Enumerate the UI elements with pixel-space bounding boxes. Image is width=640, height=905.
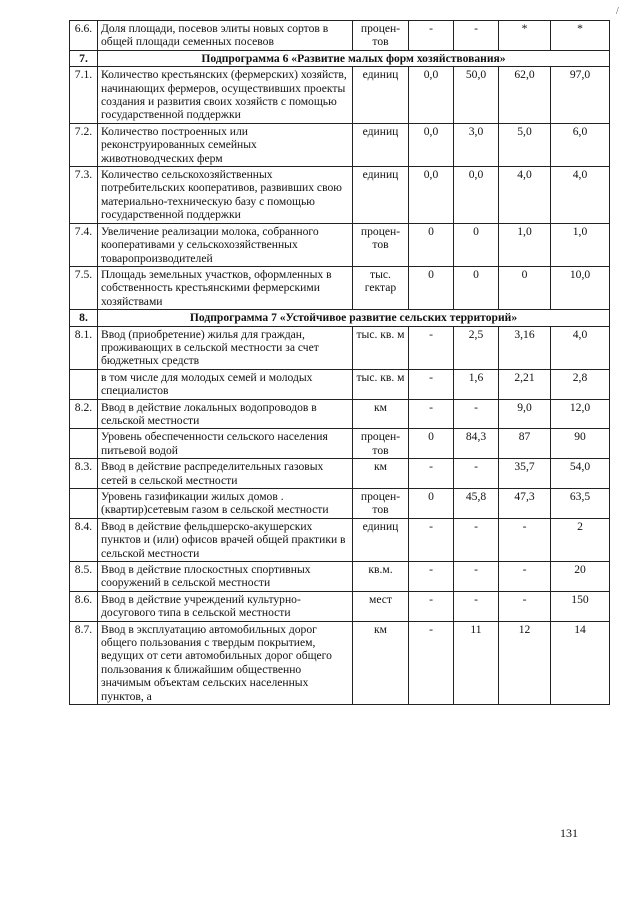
section-number: 8. [70,310,98,326]
value-year-4: 10,0 [551,266,610,309]
unit-of-measure: единиц [353,518,409,561]
row-number: 8.6. [70,591,98,621]
page-number: 131 [560,826,578,840]
unit-of-measure: км [353,621,409,704]
value-year-4: 63,5 [551,489,610,519]
unit-of-measure: км [353,459,409,489]
unit-of-measure: единиц [353,167,409,224]
unit-of-measure: процен-тов [353,21,409,51]
value-year-4: 2 [551,518,610,561]
value-year-2: - [454,459,499,489]
value-year-3: 0 [499,266,551,309]
table-row [70,591,610,621]
value-year-2: - [454,591,499,621]
unit-of-measure: тыс. кв. м [353,326,409,369]
section-row [70,310,610,326]
value-year-2: 0,0 [454,167,499,224]
value-year-2: 0 [454,266,499,309]
section-title: Подпрограмма 6 «Развитие малых форм хозяйствования» [98,50,610,66]
table-row [70,399,610,429]
table-row [70,459,610,489]
value-year-1: 0 [409,429,454,459]
value-year-2: 84,3 [454,429,499,459]
indicator-name: Ввод в действие плоскостных спортивных сооружений в сельской местности [98,562,353,592]
value-year-1: - [409,21,454,51]
row-number: 7.5. [70,266,98,309]
value-year-4: 20 [551,562,610,592]
row-number: 8.3. [70,459,98,489]
value-year-3: - [499,518,551,561]
value-year-4: 54,0 [551,459,610,489]
unit-of-measure: кв.м. [353,562,409,592]
row-number: 8.2. [70,399,98,429]
table-row [70,123,610,166]
value-year-2: 1,6 [454,369,499,399]
value-year-2: 3,0 [454,123,499,166]
unit-of-measure: единиц [353,67,409,124]
indicator-name: Ввод в действие локальных водопроводов в сельской местности [98,399,353,429]
value-year-1: 0 [409,489,454,519]
unit-of-measure: процен-тов [353,223,409,266]
value-year-1: - [409,399,454,429]
value-year-1: - [409,326,454,369]
value-year-1: - [409,518,454,561]
indicator-name: Ввод (приобретение) жилья для граждан, проживающих в сельской местности за счет бюджетных средств [98,326,353,369]
value-year-3: 62,0 [499,67,551,124]
value-year-3: 35,7 [499,459,551,489]
value-year-4: 14 [551,621,610,704]
indicator-name: в том числе для молодых семей и молодых специалистов [98,369,353,399]
indicator-name: Ввод в эксплуатацию автомобильных дорог общего пользования с твердым покрытием, ведущих от сети автомобильных дорог общего пользования к ближайшим общественно значимым объектам сельских населенных пунктов, а [98,621,353,704]
unit-of-measure: единиц [353,123,409,166]
value-year-4: 150 [551,591,610,621]
value-year-4: 90 [551,429,610,459]
value-year-3: 47,3 [499,489,551,519]
value-year-2: - [454,518,499,561]
value-year-2: 11 [454,621,499,704]
indicator-name: Количество сельскохозяйственных потребительских кооперативов, развивших свою материально-техническую базу с помощью государственной поддержки [98,167,353,224]
row-number: 7.2. [70,123,98,166]
row-number: 6.6. [70,21,98,51]
value-year-3: 3,16 [499,326,551,369]
value-year-4: 97,0 [551,67,610,124]
row-number: 8.7. [70,621,98,704]
value-year-4: * [551,21,610,51]
indicator-name: Доля площади, посевов элиты новых сортов в общей площади семенных посевов [98,21,353,51]
value-year-4: 2,8 [551,369,610,399]
indicator-name: Ввод в действие фельдшерско-акушерских пунктов и (или) офисов врачей общей практики в сельской местности [98,518,353,561]
value-year-1: - [409,562,454,592]
indicator-name: Количество крестьянских (фермерских) хозяйств, начинающих фермеров, осуществивших проекты создания и развития своих хозяйств с помощью государственной поддержки [98,67,353,124]
row-number: 8.1. [70,326,98,369]
row-number: 7.4. [70,223,98,266]
value-year-1: - [409,369,454,399]
table-row [70,621,610,704]
value-year-2: 45,8 [454,489,499,519]
row-number [70,369,98,399]
value-year-2: 50,0 [454,67,499,124]
row-number: 8.4. [70,518,98,561]
table-row [70,223,610,266]
table-row [70,489,610,519]
table-row [70,429,610,459]
unit-of-measure: процен-тов [353,489,409,519]
indicator-name: Увеличение реализации молока, собранного кооперативами у сельскохозяйственных товаропроизводителей [98,223,353,266]
value-year-3: * [499,21,551,51]
value-year-2: 0 [454,223,499,266]
value-year-4: 1,0 [551,223,610,266]
table-row [70,518,610,561]
section-title: Подпрограмма 7 «Устойчивое развитие сельских территорий» [98,310,610,326]
value-year-4: 4,0 [551,326,610,369]
value-year-3: 87 [499,429,551,459]
table-row [70,326,610,369]
value-year-4: 12,0 [551,399,610,429]
table-row [70,167,610,224]
value-year-1: 0,0 [409,167,454,224]
unit-of-measure: тыс. кв. м [353,369,409,399]
row-number [70,429,98,459]
value-year-1: 0 [409,266,454,309]
table-row [70,369,610,399]
table-row [70,266,610,309]
value-year-2: - [454,21,499,51]
value-year-1: - [409,621,454,704]
table-row [70,562,610,592]
indicator-name: Площадь земельных участков, оформленных в собственность крестьянскими фермерскими хозяйствами [98,266,353,309]
value-year-3: 12 [499,621,551,704]
value-year-2: 2,5 [454,326,499,369]
unit-of-measure: тыс. гектар [353,266,409,309]
value-year-2: - [454,399,499,429]
value-year-3: - [499,591,551,621]
value-year-1: 0,0 [409,67,454,124]
section-row [70,50,610,66]
value-year-3: 9,0 [499,399,551,429]
indicators-table [69,20,610,705]
value-year-3: 4,0 [499,167,551,224]
unit-of-measure: процен-тов [353,429,409,459]
value-year-2: - [454,562,499,592]
indicator-name: Ввод в действие распределительных газовых сетей в сельской местности [98,459,353,489]
value-year-1: - [409,459,454,489]
row-number: 8.5. [70,562,98,592]
value-year-4: 6,0 [551,123,610,166]
value-year-3: 1,0 [499,223,551,266]
row-number [70,489,98,519]
scan-mark: / [616,6,619,17]
value-year-3: 2,21 [499,369,551,399]
value-year-1: 0,0 [409,123,454,166]
value-year-3: - [499,562,551,592]
value-year-1: 0 [409,223,454,266]
unit-of-measure: мест [353,591,409,621]
value-year-4: 4,0 [551,167,610,224]
unit-of-measure: км [353,399,409,429]
table-row [70,67,610,124]
value-year-1: - [409,591,454,621]
row-number: 7.3. [70,167,98,224]
row-number: 7.1. [70,67,98,124]
indicator-name: Уровень газификации жилых домов .(квартир)сетевым газом в сельской местности [98,489,353,519]
indicator-name: Количество построенных или реконструированных семейных животноводческих ферм [98,123,353,166]
table-row [70,21,610,51]
value-year-3: 5,0 [499,123,551,166]
indicator-name: Ввод в действие учреждений культурно-досугового типа в сельской местности [98,591,353,621]
section-number: 7. [70,50,98,66]
indicator-name: Уровень обеспеченности сельского населения питьевой водой [98,429,353,459]
